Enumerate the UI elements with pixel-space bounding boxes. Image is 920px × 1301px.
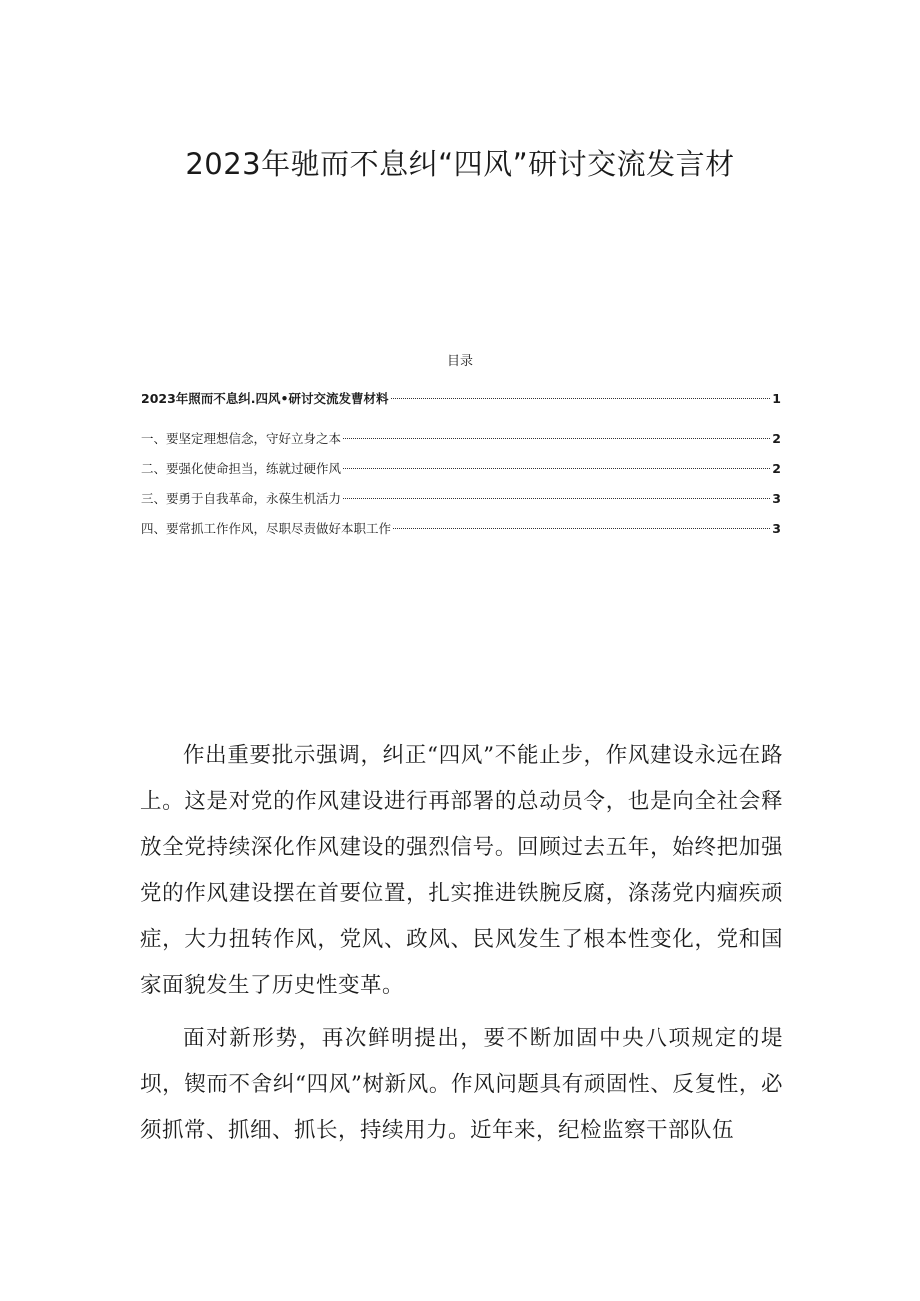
toc-entry[interactable]	[141, 489, 781, 519]
toc-leader-dots	[343, 468, 770, 469]
toc-entry-page: 2	[772, 461, 781, 476]
body-paragraph: 面对新形势，再次鲜明提出，要不断加固中央八项规定的堤坝，锲而不舍纠“四风”树新风。作风问题具有顽固性、反复性，必须抓常、抓细、抓长，持续用力。近年来，纪检监察干部队伍	[140, 1026, 783, 1143]
toc-leader-dots	[343, 498, 770, 499]
toc-entry-text: 二、要强化使命担当，练就过硬作风	[141, 461, 342, 476]
toc-entry-page: 3	[772, 521, 781, 536]
body-text	[140, 733, 783, 1161]
toc-entry-text: 四、要常抓工作作风，尽职尽责做好本职工作	[141, 521, 392, 536]
document-title: 2023年驰而不息纠“四风”研讨交流发言材	[185, 147, 735, 181]
toc-heading: 目录	[446, 354, 473, 369]
toc-entry-page: 1	[772, 391, 781, 406]
toc-leader-dots	[393, 528, 770, 529]
toc-entry-text: 2023年照而不息纠.四风•研讨交流发曹材料	[141, 391, 389, 406]
table-of-contents	[141, 389, 781, 549]
toc-entry-text: 一、要坚定理想信念，守好立身之本	[141, 431, 342, 446]
toc-entry[interactable]	[141, 389, 781, 429]
toc-entry[interactable]	[141, 429, 781, 459]
toc-entry-page: 3	[772, 491, 781, 506]
toc-entry-page: 2	[772, 431, 781, 446]
toc-entry[interactable]	[141, 459, 781, 489]
toc-leader-dots	[391, 398, 771, 399]
body-paragraph: 作出重要批示强调，纠正“四风”不能止步，作风建设永远在路上。这是对党的作风建设进行再部署的总动员令，也是向全社会释放全党持续深化作风建设的强烈信号。回顾过去五年，始终把加强党的作风建设摆在首要位置，扎实推进铁腕反腐，涤荡党内痼疾顽症，大力扭转作风，党风、政风、民风发生了根本性变化，党和国家面貌发生了历史性变革。	[140, 743, 783, 998]
toc-entry-text: 三、要勇于自我革命，永葆生机活力	[141, 491, 342, 506]
toc-leader-dots	[343, 438, 770, 439]
toc-entry[interactable]	[141, 519, 781, 549]
